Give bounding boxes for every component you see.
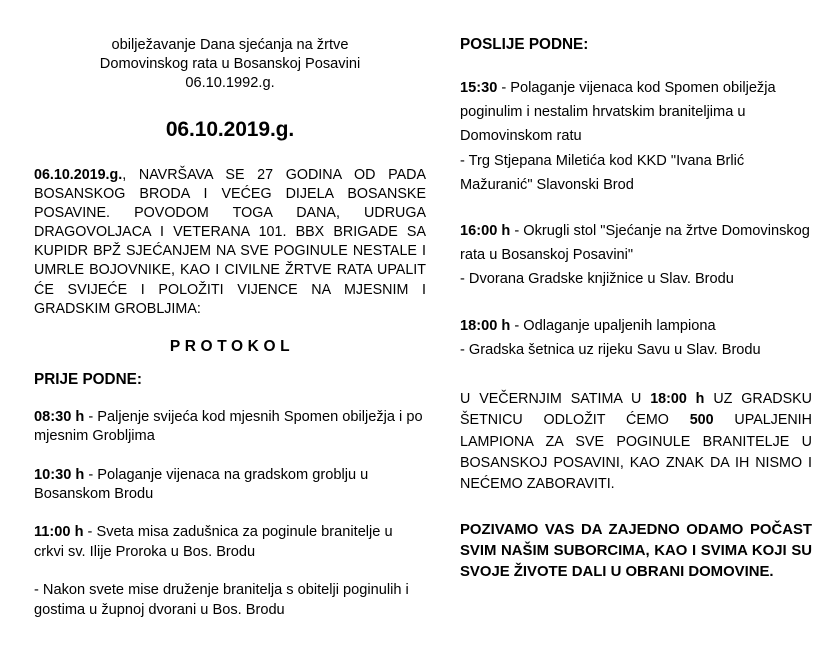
evening-note-part3: UPALJENIH LAMPIONA ZA SVE POGINULE BRANITELJE U BOSANSKOJ POSAVINI, KAO ZNAK DA IH NISMO I NEĆEMO ZABORAVITI. [460,412,812,493]
evening-note-count: 500 [689,412,714,429]
evening-note-part2: UZ GRADSKU ŠETNICU ODLOŽIT ĆEMO [460,391,812,429]
entry-text-1530: - Polaganje vijenaca kod Spomen obilježja poginulim i nestalim hrvatskim braniteljima u Domovinskom ratu [460,80,776,145]
entry-time-1030: 10:30 h [34,466,85,483]
header-line-1: obilježavanje Dana sjećanja na žrtve [111,37,349,53]
entry-time-1600: 16:00 h [460,223,511,240]
entry-location-1800: - Gradska šetnica uz rijeku Savu u Slav. Brodu [460,341,761,358]
schedule-entry-1030 [34,466,426,505]
entry-time-1800: 18:00 h [460,317,511,334]
protokol-heading: PROTOKOL [169,337,295,355]
entry-location-1530: - Trg Stjepana Miletića kod KKD "Ivana Brlić Mažuranić" Slavonski Brod [460,152,745,193]
schedule-entry-1530 [460,76,812,197]
entry-text-1600: - Okrugli stol "Sjećanje na žrtve Domovinskog rata u Bosanskoj Posavini" [460,223,810,264]
entry-text-1100: - Sveta misa zadušnica za poginule branitelje u crkvi sv. Ilije Proroka u Bos. Brodu [34,524,393,560]
left-column [34,0,426,635]
entry-time-1530: 15:30 [460,80,498,96]
entry-time-1100: 11:00 h [34,524,84,541]
intro-lead-date: 06.10.2019.g. [34,167,123,183]
entry-text-1800: - Odlaganje upaljenih lampiona [510,317,716,334]
schedule-entry-1800 [460,314,812,362]
intro-body-text: , NAVRŠAVA SE 27 GODINA OD PADA BOSANSKOG BRODA I VEĆEG DIJELA BOSANSKE POSAVINE. POVODOM TOGA DANA, UDRUGA DRAGOVOLJACA I VETERANA 101. BBX BRIGADE SA KUPIDR BPŽ SJEĆANJEM NA SVE POGINULE NESTALE I UMRLE BOJOVNIKE, KAO I CIVILNE ŽRTVE RATA UPALIT ĆE SVIJEĆE I POLOŽITI VIJENCE NA MJESNIM I GRADSKIM GROBLJIMA: [34,167,426,317]
event-date-title: 06.10.2019.g. [165,118,295,141]
evening-note-part1: U VEČERNJIM SATIMA U [460,391,651,408]
schedule-entry-1100 [34,523,426,562]
entry-time-0830: 08:30 h [34,408,85,425]
document-header [34,36,426,93]
section-heading-afternoon: POSLIJE PODNE: [460,36,589,53]
right-column [460,0,812,598]
schedule-entry-1600 [460,219,812,292]
evening-note-time: 18:00 h [650,391,705,408]
entry-text-1030: - Polaganje vijenaca na gradskom groblju u Bosanskom Brodu [34,466,369,502]
header-line-2: Domovinskog rata u Bosanskoj Posavini [99,56,361,72]
closing-invitation: POZIVAMO VAS DA ZAJEDNO ODAMO POČAST SVIM NAŠIM SUBORCIMA, KAO I SVIMA KOJI SU SVOJE ŽIVOTE DALI U OBRANI DOMOVINE. [460,521,812,581]
entry-location-1600: - Dvorana Gradske knjižnice u Slav. Brodu [460,271,734,288]
entry-text-0830: - Paljenje svijeća kod mjesnih Spomen obilježja i po mjesnim Grobljima [34,408,423,445]
after-mass-note: - Nakon svete mise druženje branitelja s obitelji poginulih i gostima u župnoj dvorani u Bos. Brodu [34,582,409,618]
schedule-entry-0830 [34,408,426,447]
intro-paragraph [34,166,426,319]
header-line-3: 06.10.1992.g. [185,75,275,91]
evening-lanterns-note [460,389,812,495]
section-heading-morning: PRIJE PODNE: [34,370,142,388]
